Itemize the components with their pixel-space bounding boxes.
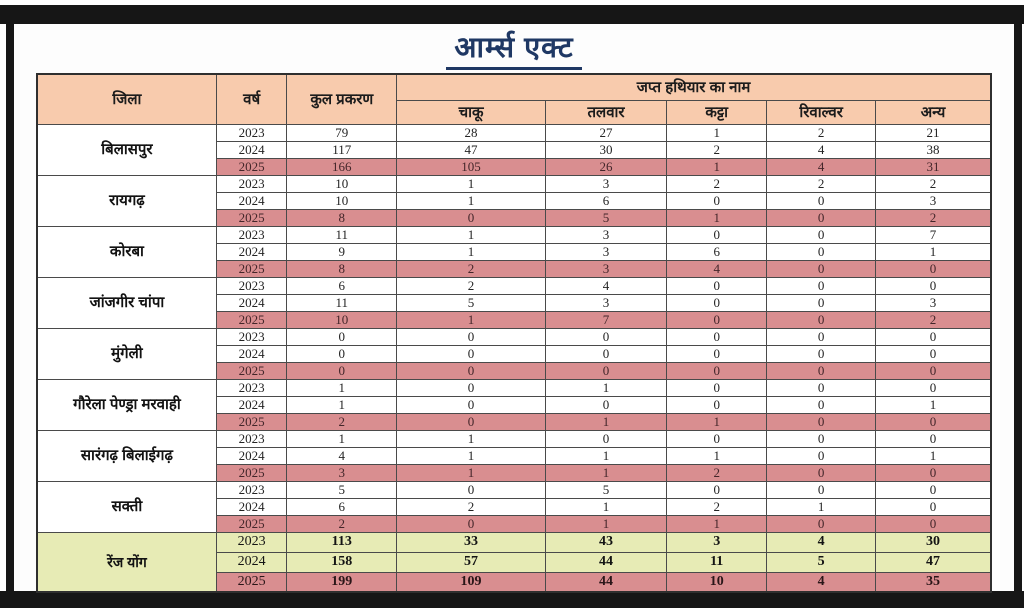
district-name-cell: बिलासपुर — [37, 124, 216, 175]
value-cell: 1 — [767, 498, 876, 515]
weapon-header-knife: चाकू — [397, 100, 546, 124]
value-cell: 28 — [397, 124, 546, 141]
value-cell: 0 — [397, 328, 546, 345]
value-cell: 2 — [397, 498, 546, 515]
district-name-cell: सक्ती — [37, 481, 216, 532]
value-cell: 0 — [876, 345, 991, 362]
table-row — [37, 430, 991, 447]
value-cell: 0 — [767, 345, 876, 362]
value-cell: 0 — [545, 362, 666, 379]
value-cell: 105 — [397, 158, 546, 175]
value-cell: 1 — [545, 447, 666, 464]
value-cell: 1 — [667, 209, 767, 226]
value-cell: 2 — [667, 464, 767, 481]
value-cell: 4 — [767, 158, 876, 175]
value-cell: 31 — [876, 158, 991, 175]
value-cell: 0 — [545, 345, 666, 362]
district-name-cell: सारंगढ़ बिलाईगढ़ — [37, 430, 216, 481]
value-cell: 0 — [767, 515, 876, 532]
table-row — [37, 175, 991, 192]
value-cell: 0 — [667, 396, 767, 413]
year-cell: 2025 — [216, 464, 287, 481]
year-cell: 2023 — [216, 379, 287, 396]
value-cell: 57 — [397, 552, 546, 572]
value-cell: 0 — [767, 481, 876, 498]
value-cell: 113 — [287, 532, 397, 552]
value-cell: 3 — [545, 175, 666, 192]
range-total-label-cell: रेंज योंग — [37, 532, 216, 592]
value-cell: 0 — [767, 226, 876, 243]
value-cell: 2 — [876, 311, 991, 328]
value-cell: 4 — [545, 277, 666, 294]
value-cell: 0 — [397, 362, 546, 379]
value-cell: 0 — [667, 379, 767, 396]
value-cell: 0 — [397, 396, 546, 413]
year-cell: 2023 — [216, 532, 287, 552]
value-cell: 7 — [876, 226, 991, 243]
year-cell: 2024 — [216, 192, 287, 209]
value-cell: 3 — [876, 192, 991, 209]
year-cell: 2024 — [216, 552, 287, 572]
value-cell: 0 — [876, 498, 991, 515]
value-cell: 109 — [397, 572, 546, 592]
value-cell: 8 — [287, 209, 397, 226]
value-cell: 1 — [667, 124, 767, 141]
value-cell: 0 — [876, 260, 991, 277]
year-cell: 2024 — [216, 447, 287, 464]
value-cell: 4 — [767, 532, 876, 552]
district-name-cell: जांजगीर चांपा — [37, 277, 216, 328]
page-title: आर्म्स एक्ट — [446, 27, 581, 70]
value-cell: 10 — [287, 192, 397, 209]
value-cell: 1 — [545, 464, 666, 481]
value-cell: 2 — [876, 175, 991, 192]
value-cell: 30 — [545, 141, 666, 158]
weapon-header-sword: तलवार — [545, 100, 666, 124]
year-cell: 2024 — [216, 345, 287, 362]
value-cell: 4 — [767, 572, 876, 592]
value-cell: 166 — [287, 158, 397, 175]
value-cell: 2 — [667, 175, 767, 192]
value-cell: 8 — [287, 260, 397, 277]
value-cell: 47 — [876, 552, 991, 572]
value-cell: 3 — [545, 260, 666, 277]
value-cell: 0 — [397, 515, 546, 532]
table-row — [37, 379, 991, 396]
value-cell: 1 — [545, 515, 666, 532]
value-cell: 0 — [287, 328, 397, 345]
value-cell: 0 — [667, 294, 767, 311]
year-cell: 2023 — [216, 328, 287, 345]
year-cell: 2024 — [216, 243, 287, 260]
value-cell: 0 — [767, 396, 876, 413]
value-cell: 3 — [667, 532, 767, 552]
year-cell: 2025 — [216, 311, 287, 328]
value-cell: 0 — [767, 277, 876, 294]
weapons-group-header: जप्त हथियार का नाम — [397, 74, 991, 100]
value-cell: 6 — [667, 243, 767, 260]
table-row — [37, 328, 991, 345]
year-cell: 2025 — [216, 158, 287, 175]
value-cell: 3 — [876, 294, 991, 311]
value-cell: 1 — [397, 175, 546, 192]
weapon-header-katta: कट्टा — [667, 100, 767, 124]
year-cell: 2025 — [216, 515, 287, 532]
value-cell: 0 — [397, 413, 546, 430]
value-cell: 2 — [767, 175, 876, 192]
value-cell: 6 — [545, 192, 666, 209]
value-cell: 0 — [667, 328, 767, 345]
frame-right-bar — [1014, 24, 1022, 591]
value-cell: 0 — [287, 345, 397, 362]
value-cell: 21 — [876, 124, 991, 141]
value-cell: 2 — [287, 515, 397, 532]
total-cases-header: कुल प्रकरण — [287, 74, 397, 124]
value-cell: 1 — [876, 447, 991, 464]
value-cell: 2 — [397, 260, 546, 277]
value-cell: 4 — [287, 447, 397, 464]
value-cell: 0 — [397, 345, 546, 362]
value-cell: 3 — [287, 464, 397, 481]
value-cell: 10 — [287, 175, 397, 192]
value-cell: 0 — [667, 430, 767, 447]
value-cell: 26 — [545, 158, 666, 175]
value-cell: 0 — [667, 481, 767, 498]
value-cell: 2 — [667, 498, 767, 515]
year-cell: 2023 — [216, 277, 287, 294]
value-cell: 5 — [287, 481, 397, 498]
value-cell: 5 — [397, 294, 546, 311]
value-cell: 38 — [876, 141, 991, 158]
value-cell: 4 — [667, 260, 767, 277]
value-cell: 11 — [287, 294, 397, 311]
district-name-cell: कोरबा — [37, 226, 216, 277]
value-cell: 35 — [876, 572, 991, 592]
value-cell: 0 — [767, 413, 876, 430]
value-cell: 0 — [876, 379, 991, 396]
table-row — [37, 226, 991, 243]
value-cell: 0 — [667, 362, 767, 379]
value-cell: 117 — [287, 141, 397, 158]
value-cell: 6 — [287, 498, 397, 515]
table-row — [37, 277, 991, 294]
value-cell: 0 — [667, 345, 767, 362]
value-cell: 11 — [287, 226, 397, 243]
value-cell: 0 — [767, 192, 876, 209]
year-header: वर्ष — [216, 74, 287, 124]
year-cell: 2023 — [216, 430, 287, 447]
value-cell: 0 — [667, 311, 767, 328]
value-cell: 0 — [767, 209, 876, 226]
value-cell: 0 — [767, 328, 876, 345]
value-cell: 1 — [397, 192, 546, 209]
range-total-row — [37, 532, 991, 552]
value-cell: 0 — [397, 379, 546, 396]
value-cell: 0 — [287, 362, 397, 379]
value-cell: 0 — [545, 430, 666, 447]
value-cell: 1 — [545, 498, 666, 515]
year-cell: 2023 — [216, 124, 287, 141]
year-cell: 2025 — [216, 572, 287, 592]
value-cell: 2 — [667, 141, 767, 158]
year-cell: 2023 — [216, 226, 287, 243]
value-cell: 9 — [287, 243, 397, 260]
value-cell: 3 — [545, 294, 666, 311]
district-name-cell: गौरेला पेण्ड्रा मरवाही — [37, 379, 216, 430]
value-cell: 1 — [287, 396, 397, 413]
value-cell: 0 — [767, 430, 876, 447]
value-cell: 0 — [545, 396, 666, 413]
value-cell: 0 — [876, 328, 991, 345]
value-cell: 1 — [667, 447, 767, 464]
value-cell: 1 — [667, 515, 767, 532]
value-cell: 10 — [667, 572, 767, 592]
value-cell: 3 — [545, 243, 666, 260]
year-cell: 2025 — [216, 209, 287, 226]
year-cell: 2023 — [216, 175, 287, 192]
value-cell: 1 — [397, 464, 546, 481]
value-cell: 27 — [545, 124, 666, 141]
value-cell: 0 — [876, 430, 991, 447]
value-cell: 0 — [767, 447, 876, 464]
value-cell: 1 — [667, 413, 767, 430]
value-cell: 0 — [767, 464, 876, 481]
weapon-header-other: अन्य — [876, 100, 991, 124]
value-cell: 1 — [397, 447, 546, 464]
value-cell: 0 — [545, 328, 666, 345]
year-cell: 2025 — [216, 362, 287, 379]
value-cell: 0 — [667, 277, 767, 294]
value-cell: 1 — [397, 430, 546, 447]
value-cell: 1 — [287, 379, 397, 396]
value-cell: 0 — [876, 277, 991, 294]
value-cell: 0 — [876, 362, 991, 379]
frame-bottom-bar — [0, 591, 1024, 608]
value-cell: 0 — [767, 294, 876, 311]
value-cell: 199 — [287, 572, 397, 592]
value-cell: 33 — [397, 532, 546, 552]
year-cell: 2023 — [216, 481, 287, 498]
value-cell: 47 — [397, 141, 546, 158]
value-cell: 0 — [667, 192, 767, 209]
value-cell: 0 — [397, 481, 546, 498]
weapon-header-revolver: रिवाल्वर — [767, 100, 876, 124]
value-cell: 0 — [767, 243, 876, 260]
value-cell: 1 — [545, 379, 666, 396]
value-cell: 1 — [876, 243, 991, 260]
value-cell: 0 — [876, 464, 991, 481]
value-cell: 30 — [876, 532, 991, 552]
value-cell: 5 — [545, 481, 666, 498]
value-cell: 0 — [397, 209, 546, 226]
district-name-cell: मुंगेली — [37, 328, 216, 379]
value-cell: 0 — [876, 413, 991, 430]
value-cell: 79 — [287, 124, 397, 141]
value-cell: 2 — [767, 124, 876, 141]
year-cell: 2024 — [216, 141, 287, 158]
year-cell: 2024 — [216, 498, 287, 515]
value-cell: 0 — [767, 362, 876, 379]
value-cell: 0 — [876, 515, 991, 532]
value-cell: 2 — [287, 413, 397, 430]
value-cell: 0 — [876, 481, 991, 498]
value-cell: 1 — [667, 158, 767, 175]
arms-act-table — [36, 73, 992, 593]
district-header: जिला — [37, 74, 216, 124]
value-cell: 1 — [397, 226, 546, 243]
table-row — [37, 124, 991, 141]
value-cell: 1 — [545, 413, 666, 430]
value-cell: 5 — [767, 552, 876, 572]
year-cell: 2024 — [216, 396, 287, 413]
value-cell: 43 — [545, 532, 666, 552]
value-cell: 44 — [545, 552, 666, 572]
year-cell: 2024 — [216, 294, 287, 311]
frame-left-bar — [6, 24, 14, 591]
value-cell: 4 — [767, 141, 876, 158]
value-cell: 1 — [876, 396, 991, 413]
table-row — [37, 481, 991, 498]
value-cell: 0 — [767, 260, 876, 277]
value-cell: 10 — [287, 311, 397, 328]
document-area — [14, 24, 1014, 591]
value-cell: 7 — [545, 311, 666, 328]
year-cell: 2025 — [216, 260, 287, 277]
value-cell: 0 — [767, 379, 876, 396]
value-cell: 1 — [397, 243, 546, 260]
value-cell: 0 — [667, 226, 767, 243]
value-cell: 6 — [287, 277, 397, 294]
value-cell: 2 — [397, 277, 546, 294]
value-cell: 44 — [545, 572, 666, 592]
value-cell: 5 — [545, 209, 666, 226]
value-cell: 158 — [287, 552, 397, 572]
value-cell: 0 — [767, 311, 876, 328]
value-cell: 1 — [287, 430, 397, 447]
value-cell: 1 — [397, 311, 546, 328]
value-cell: 11 — [667, 552, 767, 572]
frame-top-bar — [0, 5, 1024, 24]
value-cell: 2 — [876, 209, 991, 226]
value-cell: 3 — [545, 226, 666, 243]
district-name-cell: रायगढ़ — [37, 175, 216, 226]
year-cell: 2025 — [216, 413, 287, 430]
